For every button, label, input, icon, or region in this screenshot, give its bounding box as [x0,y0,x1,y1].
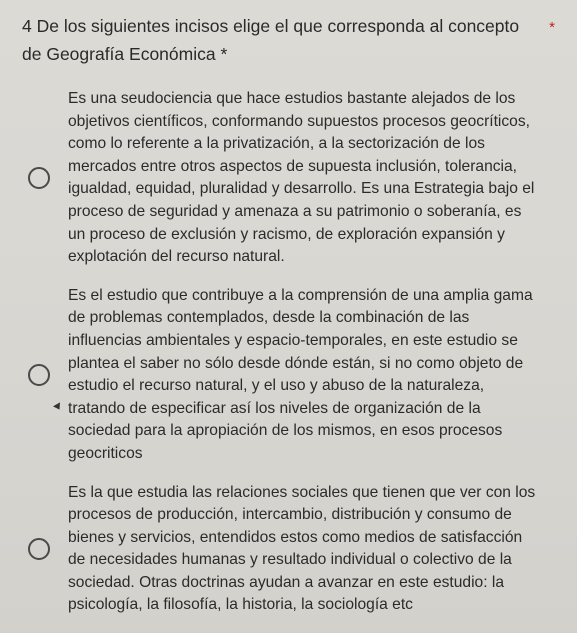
radio-button-3[interactable] [28,538,50,560]
answer-option-2-text: Es el estudio que contribuye a la comprensión de una amplia gama de problemas contemplados, desde la combinación de las influencias ambientales y espacio-temporales, en este estudio se plantea el saber no sólo desde dónde están, si no como objeto de estudio el recurso natural, y el uso y abuso de la naturaleza, tratando de especificar así los niveles de organización de la sociedad para la apropiación de los mismos, en esos procesos geocriticos [68,286,533,462]
radio-button-2[interactable] [28,364,50,386]
answer-option-3-text: Es la que estudia las relaciones sociales que tienen que ver con los procesos de producción, intercambio, distribución y consumo de bienes y servicios, entendidos estos como medios de satisfacción de necesidades humanas y resultado individual o colectivo de la sociedad. Otras doctrinas ayudan a avanzar en este estudio: la psicología, la filosofía, la historia, la sociología etc [68,483,536,614]
answer-option-1-text: Es una seudociencia que hace estudios bastante alejados de los objetivos científicos, conformando supuestos procesos geocríticos, como lo referente a la privatización, a la sectorización de los mercados entre otros aspectos de supuesta inclusión, tolerancia, igualdad, equidad, pluralidad y desarrollo. Es una Estrategia bajo el proceso de seguridad y amenaza a su patrimonio o soberanía, es un proceso de exclusión y racismo, de exploración expansión y explotación del recurso natural. [68,90,535,266]
answer-options [22,88,563,617]
question-header [22,12,563,68]
answer-option-1[interactable] [22,88,563,269]
radio-button-1[interactable] [28,167,50,189]
required-marker: * [549,19,555,36]
answer-option-3[interactable] [22,482,563,618]
question-title: 4 De los siguientes incisos elige el que corresponda al concepto de Geografía Económica * [22,16,520,64]
answer-option-2[interactable] [22,285,563,466]
